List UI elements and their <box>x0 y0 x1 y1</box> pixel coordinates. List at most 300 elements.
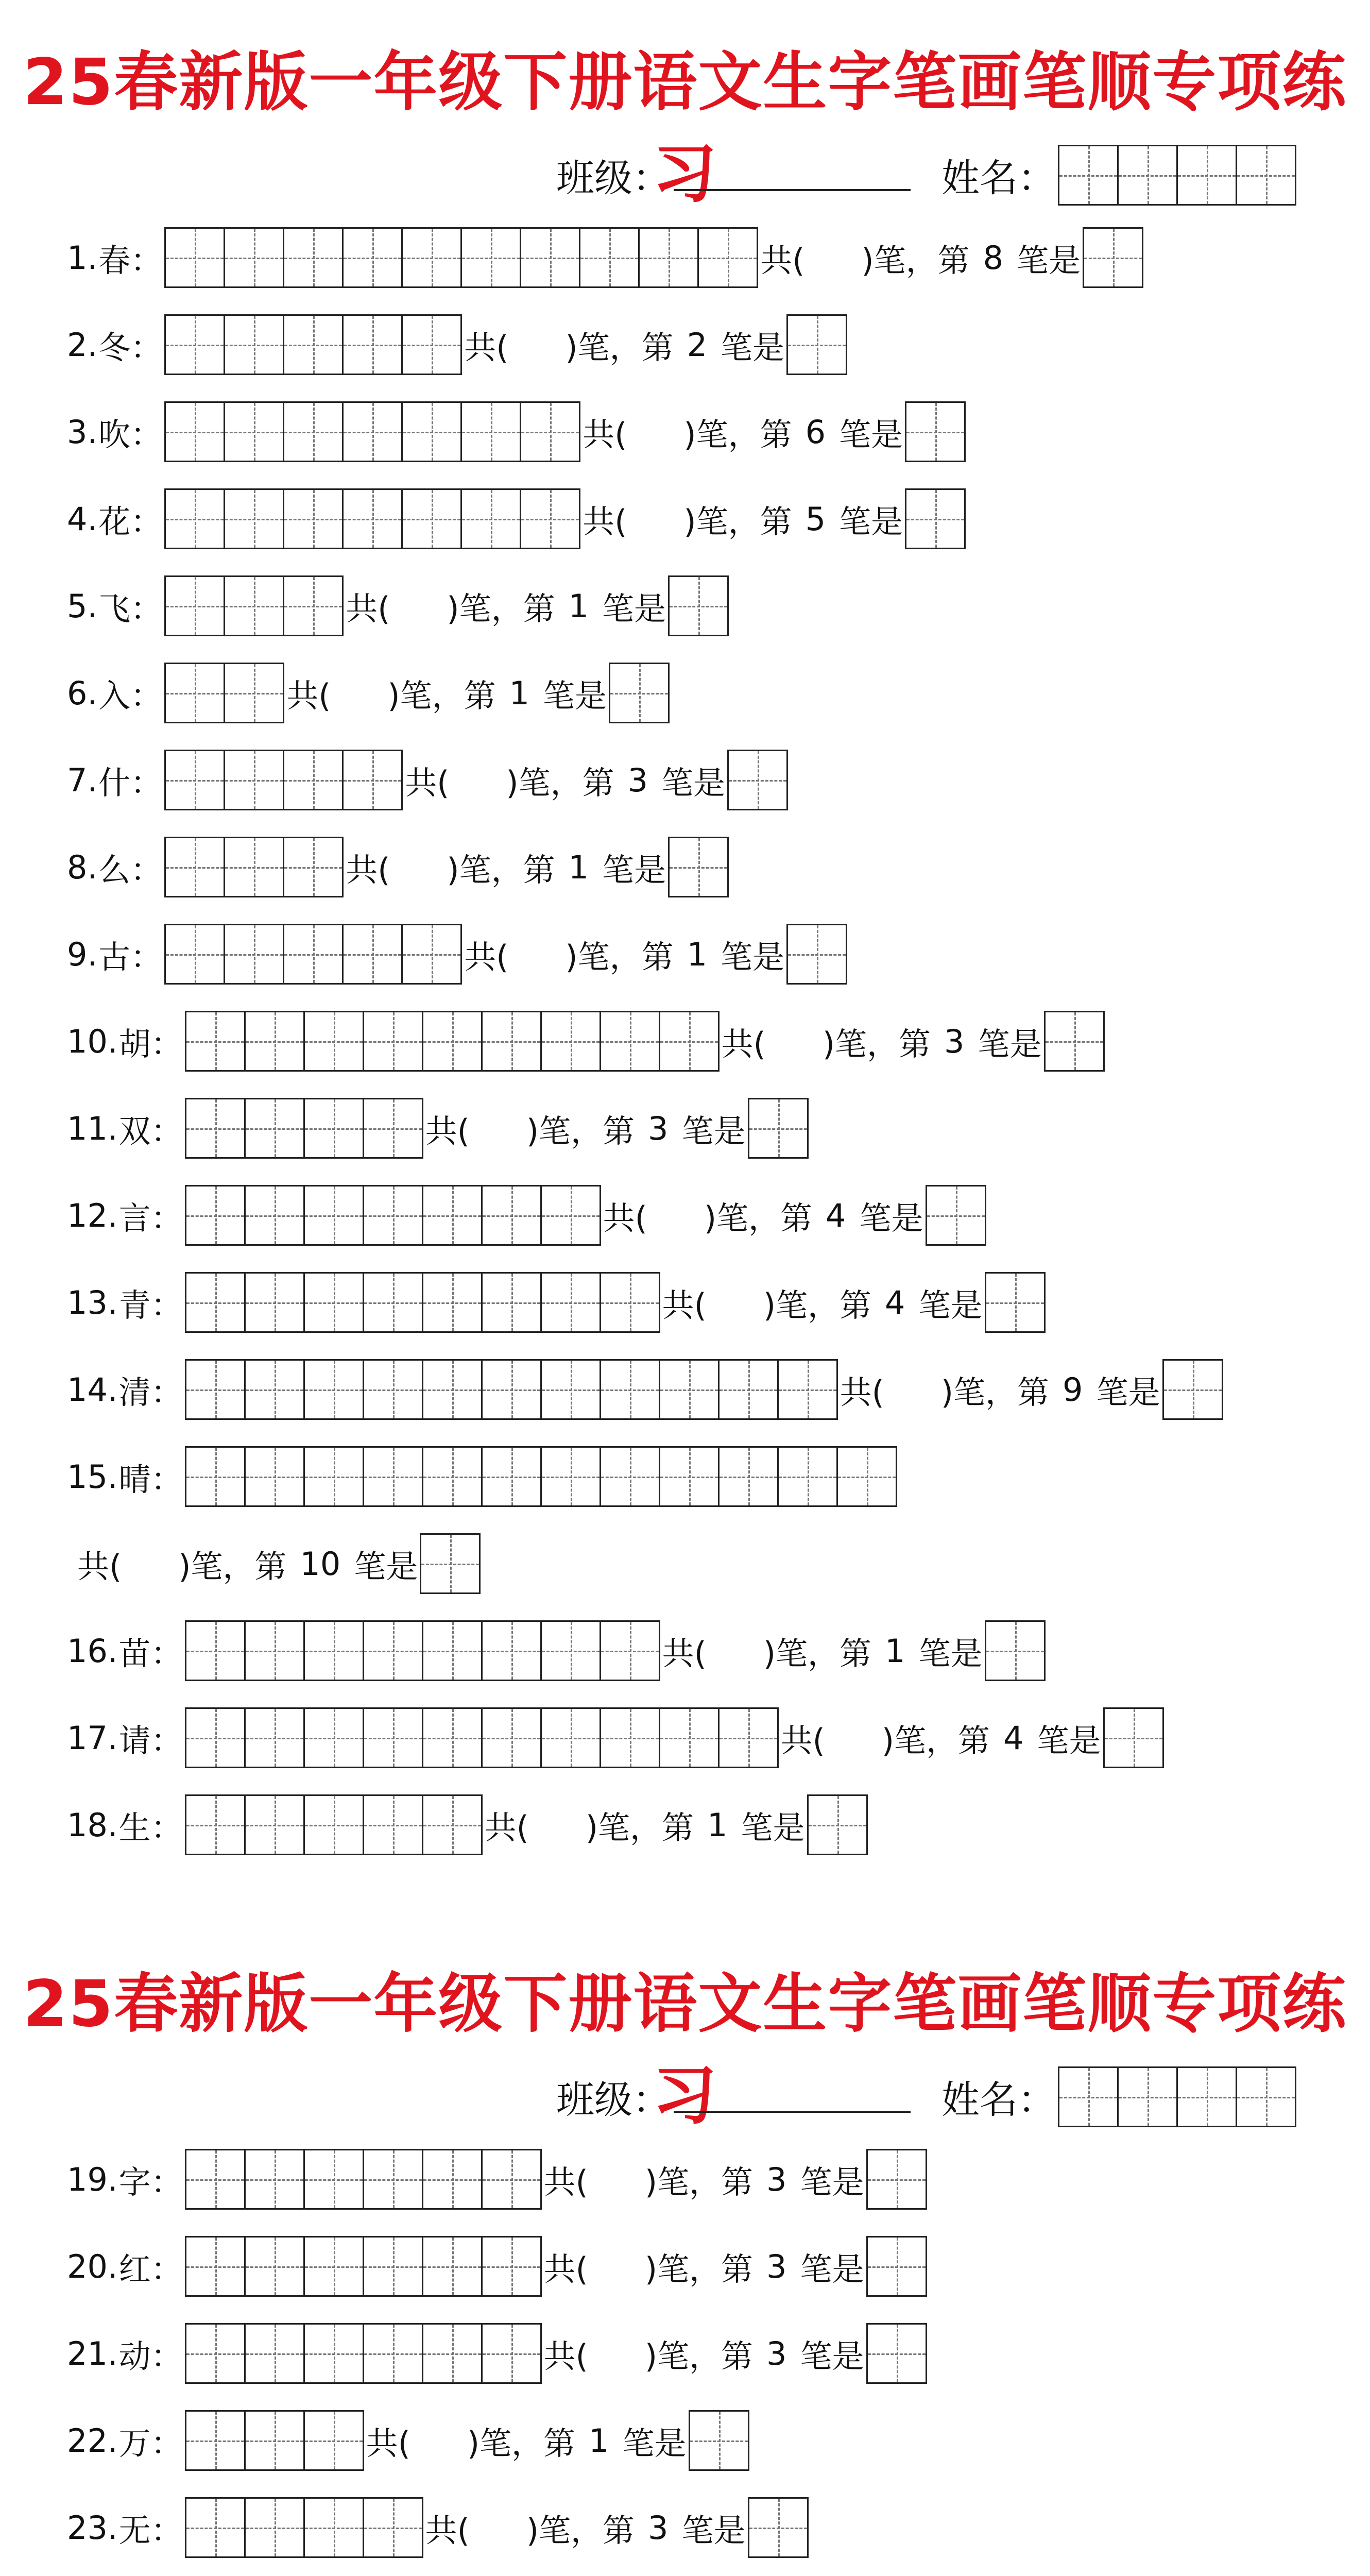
total-prefix: 共( <box>721 1025 766 1063</box>
writing-cell[interactable] <box>1083 227 1143 288</box>
stroke-order-grid <box>185 2323 542 2384</box>
writing-cell[interactable] <box>283 488 344 549</box>
writing-cell[interactable] <box>481 1707 542 1768</box>
total-suffix: )笔，第 <box>763 1286 872 1324</box>
exercise-row <box>67 923 849 985</box>
writing-cell[interactable] <box>866 2236 927 2297</box>
stroke-suffix: 笔是 <box>602 589 666 628</box>
item-number: 4. <box>67 500 98 538</box>
item-number: 19. <box>67 2160 118 2198</box>
writing-cell[interactable] <box>807 1794 868 1855</box>
stroke-order-grid <box>185 1185 601 1246</box>
writing-cell[interactable] <box>363 1098 423 1159</box>
writing-cell[interactable] <box>164 227 225 288</box>
writing-cell[interactable] <box>727 750 788 810</box>
writing-cell[interactable] <box>481 2323 542 2384</box>
item-number: 18. <box>67 1806 118 1844</box>
item-number: 13. <box>67 1283 118 1321</box>
writing-cell[interactable] <box>363 1620 423 1681</box>
total-prefix: 共( <box>405 764 450 802</box>
writing-cell[interactable] <box>1176 145 1237 206</box>
total-prefix: 共( <box>583 415 627 453</box>
target-character: 胡 <box>118 1025 151 1063</box>
total-prefix: 共( <box>425 2511 470 2549</box>
nth-stroke: 1 <box>707 1806 728 1844</box>
writing-cell[interactable] <box>579 227 640 288</box>
writing-cell[interactable] <box>244 2497 305 2558</box>
writing-cell[interactable] <box>481 1620 542 1681</box>
item-number: 20. <box>67 2247 118 2285</box>
writing-cell[interactable] <box>224 750 284 810</box>
writing-cell[interactable] <box>303 1707 364 1768</box>
target-character: 请 <box>118 1721 151 1759</box>
writing-cell[interactable] <box>520 401 580 462</box>
writing-cell[interactable] <box>659 1446 720 1507</box>
target-character: 无 <box>118 2511 151 2549</box>
class-label: 班级： <box>556 156 671 200</box>
writing-cell[interactable] <box>363 2149 423 2210</box>
writing-cell[interactable] <box>985 1272 1046 1333</box>
writing-cell[interactable] <box>283 401 344 462</box>
writing-cell[interactable] <box>905 401 966 462</box>
target-character: 么 <box>98 851 131 889</box>
writing-cell[interactable] <box>342 750 403 810</box>
exercise-row <box>67 1359 1225 1420</box>
writing-cell[interactable] <box>422 2149 483 2210</box>
writing-cell[interactable] <box>164 750 225 810</box>
writing-cell[interactable] <box>926 1185 986 1246</box>
exercise-row <box>67 1010 1107 1072</box>
total-suffix: )笔，第 <box>704 1199 813 1237</box>
total-prefix: 共( <box>662 1634 707 1672</box>
writing-cell[interactable] <box>303 2497 364 2558</box>
stroke-suffix: 笔是 <box>543 676 607 715</box>
writing-cell[interactable] <box>481 2149 542 2210</box>
total-suffix: )笔，第 <box>387 676 496 715</box>
writing-cell[interactable] <box>422 1707 483 1768</box>
item-number: 14. <box>67 1370 118 1409</box>
writing-cell[interactable] <box>244 2410 305 2471</box>
total-suffix: )笔，第 <box>565 328 674 366</box>
writing-cell[interactable] <box>185 2236 246 2297</box>
stroke-suffix: 笔是 <box>800 2163 864 2201</box>
stroke-suffix: 笔是 <box>602 851 666 889</box>
colon: ： <box>150 1634 183 1672</box>
writing-cell[interactable] <box>1176 2066 1237 2127</box>
stroke-order-grid <box>164 401 580 462</box>
colon: ： <box>130 851 163 889</box>
answer-box <box>1103 1707 1164 1768</box>
writing-cell[interactable] <box>1058 2066 1119 2127</box>
writing-cell[interactable] <box>164 924 225 985</box>
exercise-row <box>67 401 968 463</box>
writing-cell[interactable] <box>342 924 403 985</box>
writing-cell[interactable] <box>303 1011 364 1072</box>
writing-cell[interactable] <box>244 2149 305 2210</box>
writing-cell[interactable] <box>777 1359 838 1420</box>
writing-cell[interactable] <box>659 1011 720 1072</box>
writing-cell[interactable] <box>420 1533 481 1594</box>
writing-cell[interactable] <box>224 924 284 985</box>
writing-cell[interactable] <box>185 1446 246 1507</box>
writing-cell[interactable] <box>422 2236 483 2297</box>
writing-cell[interactable] <box>185 1620 246 1681</box>
writing-cell[interactable] <box>1162 1359 1223 1420</box>
total-suffix: )笔，第 <box>822 1025 931 1063</box>
writing-cell[interactable] <box>303 1359 364 1420</box>
writing-cell[interactable] <box>600 1446 660 1507</box>
writing-cell[interactable] <box>1044 1011 1105 1072</box>
writing-cell[interactable] <box>540 1011 601 1072</box>
stroke-order-grid <box>185 2497 423 2558</box>
writing-cell[interactable] <box>1117 2066 1178 2127</box>
writing-cell[interactable] <box>520 227 580 288</box>
answer-box <box>1083 227 1143 288</box>
item-number: 22. <box>67 2421 118 2460</box>
exercise-row <box>67 2323 929 2384</box>
stroke-order-grid <box>185 2410 364 2471</box>
exercise-row <box>67 2235 929 2297</box>
writing-cell[interactable] <box>422 1794 483 1855</box>
writing-cell[interactable] <box>600 1272 660 1333</box>
writing-cell[interactable] <box>244 1620 305 1681</box>
writing-cell[interactable] <box>224 488 284 549</box>
writing-cell[interactable] <box>185 2149 246 2210</box>
stroke-order-grid <box>185 1707 779 1768</box>
writing-cell[interactable] <box>905 488 966 549</box>
writing-cell[interactable] <box>244 1272 305 1333</box>
writing-cell[interactable] <box>460 401 521 462</box>
stroke-order-grid <box>185 1620 660 1681</box>
writing-cell[interactable] <box>600 1707 660 1768</box>
writing-cell[interactable] <box>422 2323 483 2384</box>
writing-cell[interactable] <box>401 227 462 288</box>
stroke-suffix: 笔是 <box>1017 241 1081 279</box>
writing-cell[interactable] <box>283 575 344 636</box>
writing-cell[interactable] <box>1236 2066 1296 2127</box>
writing-cell[interactable] <box>185 2497 246 2558</box>
worksheet-title: 25春新版一年级下册语文生字笔画笔顺专项练习 <box>23 1967 1347 2133</box>
writing-cell[interactable] <box>224 401 284 462</box>
writing-cell[interactable] <box>283 924 344 985</box>
nth-stroke: 4 <box>1003 1719 1024 1757</box>
writing-cell[interactable] <box>689 2410 749 2471</box>
writing-cell[interactable] <box>185 1185 246 1246</box>
answer-box <box>786 924 847 985</box>
total-prefix: 共( <box>760 241 805 279</box>
writing-cell[interactable] <box>283 314 344 375</box>
total-prefix: 共( <box>484 1808 529 1846</box>
writing-cell[interactable] <box>422 1272 483 1333</box>
writing-cell[interactable] <box>342 488 403 549</box>
target-character: 字 <box>118 2163 151 2201</box>
nth-stroke: 1 <box>589 2421 609 2460</box>
stroke-suffix: 笔是 <box>978 1025 1042 1063</box>
writing-cell[interactable] <box>303 2236 364 2297</box>
writing-cell[interactable] <box>1117 145 1178 206</box>
writing-cell[interactable] <box>363 2497 423 2558</box>
colon: ： <box>130 589 163 628</box>
target-character: 红 <box>118 2250 151 2288</box>
writing-cell[interactable] <box>422 1011 483 1072</box>
writing-cell[interactable] <box>244 2323 305 2384</box>
writing-cell[interactable] <box>718 1707 779 1768</box>
target-character: 生 <box>118 1808 151 1846</box>
nth-stroke: 3 <box>648 1109 669 1147</box>
writing-cell[interactable] <box>481 1011 542 1072</box>
writing-cell[interactable] <box>303 1620 364 1681</box>
writing-cell[interactable] <box>164 401 225 462</box>
writing-cell[interactable] <box>224 314 284 375</box>
writing-cell[interactable] <box>540 1185 601 1246</box>
writing-cell[interactable] <box>401 924 462 985</box>
stroke-suffix: 笔是 <box>681 1112 746 1150</box>
writing-cell[interactable] <box>244 1359 305 1420</box>
writing-cell[interactable] <box>1058 145 1119 206</box>
writing-cell[interactable] <box>401 488 462 549</box>
writing-cell[interactable] <box>363 1272 423 1333</box>
colon: ： <box>150 2511 183 2549</box>
stroke-suffix: 笔是 <box>661 764 726 802</box>
total-prefix: 共( <box>286 676 331 715</box>
answer-box <box>1162 1359 1223 1420</box>
writing-cell[interactable] <box>164 663 225 723</box>
answer-box <box>866 2236 927 2297</box>
writing-cell[interactable] <box>363 1446 423 1507</box>
writing-cell[interactable] <box>1103 1707 1164 1768</box>
writing-cell[interactable] <box>224 663 284 723</box>
writing-cell[interactable] <box>481 1359 542 1420</box>
writing-cell[interactable] <box>638 227 699 288</box>
writing-cell[interactable] <box>718 1446 779 1507</box>
writing-cell[interactable] <box>303 2323 364 2384</box>
answer-box <box>985 1620 1046 1681</box>
target-character: 冬 <box>98 328 131 366</box>
writing-cell[interactable] <box>540 1272 601 1333</box>
exercise-row <box>67 488 968 550</box>
writing-cell[interactable] <box>609 663 670 723</box>
writing-cell[interactable] <box>718 1359 779 1420</box>
stroke-order-grid <box>164 575 344 636</box>
writing-cell[interactable] <box>244 1185 305 1246</box>
writing-cell[interactable] <box>342 314 403 375</box>
stroke-order-grid <box>164 837 344 897</box>
writing-cell[interactable] <box>659 1707 720 1768</box>
writing-cell[interactable] <box>363 1185 423 1246</box>
total-suffix: )笔，第 <box>467 2424 576 2462</box>
answer-box <box>786 314 847 375</box>
writing-cell[interactable] <box>164 575 225 636</box>
writing-cell[interactable] <box>363 1011 423 1072</box>
item-number: 3. <box>67 413 98 451</box>
writing-cell[interactable] <box>342 227 403 288</box>
nth-stroke: 6 <box>805 413 826 451</box>
nth-stroke: 9 <box>1063 1370 1083 1409</box>
total-suffix: )笔，第 <box>940 1373 1050 1411</box>
colon: ： <box>150 2424 183 2462</box>
writing-cell[interactable] <box>748 2497 809 2558</box>
name-label: 姓名： <box>941 156 1056 200</box>
name-label: 姓名： <box>941 2078 1056 2122</box>
writing-cell[interactable] <box>185 1272 246 1333</box>
class-input-line[interactable] <box>674 159 911 191</box>
writing-cell[interactable] <box>244 1098 305 1159</box>
stroke-order-grid <box>164 227 758 288</box>
nth-stroke: 1 <box>568 587 589 625</box>
stroke-suffix: 笔是 <box>741 1808 805 1846</box>
total-suffix: )笔，第 <box>526 2511 635 2549</box>
nth-stroke: 3 <box>766 2334 787 2372</box>
target-character: 苗 <box>118 1634 151 1672</box>
writing-cell[interactable] <box>303 1794 364 1855</box>
writing-cell[interactable] <box>422 1359 483 1420</box>
nth-stroke: 1 <box>885 1632 905 1670</box>
writing-cell[interactable] <box>164 314 225 375</box>
answer-box <box>905 401 966 462</box>
writing-cell[interactable] <box>520 488 580 549</box>
item-number: 8. <box>67 848 98 886</box>
writing-cell[interactable] <box>786 314 847 375</box>
writing-cell[interactable] <box>244 1446 305 1507</box>
writing-cell[interactable] <box>540 1620 601 1681</box>
worksheet-section <box>0 1953 1370 2576</box>
writing-cell[interactable] <box>244 1794 305 1855</box>
writing-cell[interactable] <box>600 1620 660 1681</box>
colon: ： <box>130 415 163 453</box>
writing-cell[interactable] <box>363 1359 423 1420</box>
writing-cell[interactable] <box>363 2323 423 2384</box>
target-character: 言 <box>118 1199 151 1237</box>
writing-cell[interactable] <box>540 1359 601 1420</box>
item-number: 15. <box>67 1458 118 1496</box>
target-character: 花 <box>98 502 131 540</box>
item-number: 11. <box>67 1109 118 1147</box>
writing-cell[interactable] <box>481 1446 542 1507</box>
writing-cell[interactable] <box>164 488 225 549</box>
writing-cell[interactable] <box>866 2323 927 2384</box>
writing-cell[interactable] <box>244 2236 305 2297</box>
total-prefix: 共( <box>464 328 509 366</box>
writing-cell[interactable] <box>600 1011 660 1072</box>
colon: ： <box>150 1721 183 1759</box>
exercise-row-continued <box>77 1533 483 1595</box>
writing-cell[interactable] <box>342 401 403 462</box>
stroke-suffix: 笔是 <box>839 502 903 540</box>
writing-cell[interactable] <box>460 488 521 549</box>
writing-cell[interactable] <box>185 1011 246 1072</box>
writing-cell[interactable] <box>185 1707 246 1768</box>
stroke-order-grid <box>164 663 284 723</box>
total-prefix: 共( <box>543 2163 588 2201</box>
exercise-row <box>67 836 731 898</box>
colon: ： <box>130 502 163 540</box>
total-prefix: 共( <box>603 1199 647 1237</box>
writing-cell[interactable] <box>985 1620 1046 1681</box>
writing-cell[interactable] <box>866 2149 927 2210</box>
exercise-row <box>67 1620 1048 1682</box>
writing-cell[interactable] <box>303 1272 364 1333</box>
writing-cell[interactable] <box>777 1446 838 1507</box>
writing-cell[interactable] <box>401 314 462 375</box>
answer-box <box>748 1098 809 1159</box>
total-prefix: 共( <box>425 1112 470 1150</box>
writing-cell[interactable] <box>303 2410 364 2471</box>
item-number: 5. <box>67 587 98 625</box>
writing-cell[interactable] <box>481 1185 542 1246</box>
writing-cell[interactable] <box>481 1272 542 1333</box>
writing-cell[interactable] <box>600 1359 660 1420</box>
writing-cell[interactable] <box>283 750 344 810</box>
writing-cell[interactable] <box>540 1446 601 1507</box>
target-character: 吹 <box>98 415 131 453</box>
answer-box <box>668 837 729 897</box>
writing-cell[interactable] <box>185 1794 246 1855</box>
writing-cell[interactable] <box>363 2236 423 2297</box>
stroke-order-grid <box>185 1098 423 1159</box>
writing-cell[interactable] <box>303 2149 364 2210</box>
item-number: 10. <box>67 1022 118 1060</box>
total-suffix: )笔，第 <box>763 1634 872 1672</box>
writing-cell[interactable] <box>363 1707 423 1768</box>
writing-cell[interactable] <box>668 837 729 897</box>
writing-cell[interactable] <box>401 401 462 462</box>
writing-cell[interactable] <box>659 1359 720 1420</box>
writing-cell[interactable] <box>422 1620 483 1681</box>
writing-cell[interactable] <box>748 1098 809 1159</box>
writing-cell[interactable] <box>481 2236 542 2297</box>
writing-cell[interactable] <box>363 1794 423 1855</box>
writing-cell[interactable] <box>244 1011 305 1072</box>
writing-cell[interactable] <box>836 1446 897 1507</box>
writing-cell[interactable] <box>244 1707 305 1768</box>
target-character: 古 <box>98 938 131 976</box>
total-suffix: )笔，第 <box>644 2337 754 2375</box>
class-input-line[interactable] <box>674 2081 911 2113</box>
colon: ： <box>150 1808 183 1846</box>
target-character: 青 <box>118 1286 151 1324</box>
writing-cell[interactable] <box>224 575 284 636</box>
writing-cell[interactable] <box>303 1185 364 1246</box>
writing-cell[interactable] <box>697 227 758 288</box>
nth-stroke: 1 <box>687 935 708 973</box>
writing-cell[interactable] <box>786 924 847 985</box>
writing-cell[interactable] <box>224 837 284 897</box>
writing-cell[interactable] <box>283 837 344 897</box>
exercise-row <box>67 662 672 724</box>
colon: ： <box>150 2163 183 2201</box>
exercise-row <box>67 2497 811 2558</box>
item-number: 12. <box>67 1196 118 1234</box>
writing-cell[interactable] <box>283 227 344 288</box>
writing-cell[interactable] <box>164 837 225 897</box>
writing-cell[interactable] <box>422 1446 483 1507</box>
writing-cell[interactable] <box>540 1707 601 1768</box>
writing-cell[interactable] <box>668 575 729 636</box>
total-suffix: )笔，第 <box>526 1112 635 1150</box>
total-suffix: )笔，第 <box>683 415 792 453</box>
writing-cell[interactable] <box>303 1446 364 1507</box>
writing-cell[interactable] <box>185 1098 246 1159</box>
writing-cell[interactable] <box>185 2323 246 2384</box>
writing-cell[interactable] <box>1236 145 1296 206</box>
writing-cell[interactable] <box>224 227 284 288</box>
writing-cell[interactable] <box>185 2410 246 2471</box>
exercise-row <box>67 1446 899 1507</box>
writing-cell[interactable] <box>185 1359 246 1420</box>
writing-cell[interactable] <box>422 1185 483 1246</box>
writing-cell[interactable] <box>460 227 521 288</box>
writing-cell[interactable] <box>303 1098 364 1159</box>
